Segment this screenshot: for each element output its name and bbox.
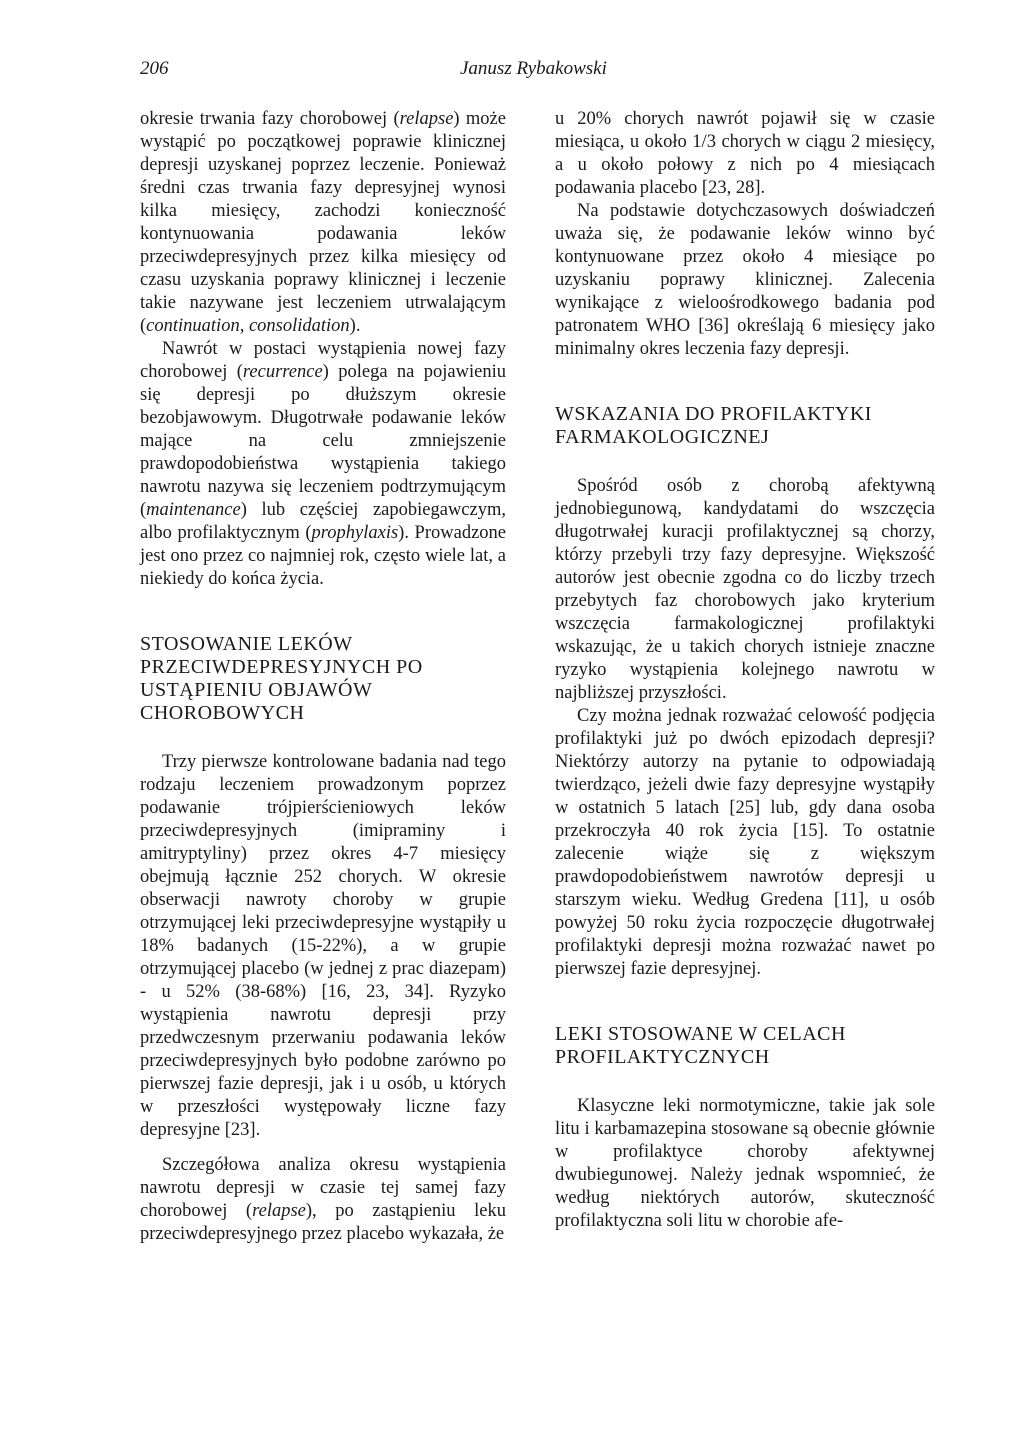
paragraph-relapse-analysis	[140, 1154, 506, 1246]
paragraph-treatment-duration: Na podstawie dotychczasowych doświadczeń uważa się, że podawanie leków winno być kontynuowane przez około 4 miesiące po uzyskaniu poprawy klinicznej. Zalecenia wynikające z wieloośrodkowego badania pod patronatem WHO [36] określają 6 miesięcy jako minimalny okres leczenia fazy depresji.	[555, 201, 935, 359]
text-run: ).	[349, 316, 361, 336]
term-recurrence: recurrence	[242, 362, 323, 382]
text-run: ) polega na pojawieniu się depresji po dłuższym okresie bezobjawowym. Długotrwałe podawanie leków mające na celu zmniejszenie prawdopodobieństwa wystąpienia takiego nawrotu nazywa się leczeniem podtrzymującym (	[140, 362, 506, 520]
right-column	[555, 108, 935, 1233]
paragraph-recurrence-definition	[140, 338, 506, 591]
term-prophylaxis: prophylaxis	[311, 523, 399, 543]
text-run: Szczegółowa analiza okresu wystąpienia nawrotu depresji w czasie tej samej fazy chorobowej (	[140, 1155, 506, 1221]
page-number: 206	[140, 58, 169, 79]
page-header	[0, 58, 1024, 90]
paragraph-controlled-studies: Trzy pierwsze kontrolowane badania nad tego rodzaju leczeniem prowadzonym poprzez podawanie trójpierścieniowych leków przeciwdepresyjnych (imipraminy i amitryptyliny) przez okres 4-7 miesięcy obejmują łącznie 252 chorych. W okresie obserwacji nawroty choroby w grupie otrzymującej leki przeciwdepresyjne wystąpiły u 18% badanych (15-22%), a w grupie otrzymującej placebo (w jednej z prac diazepam) - u 52% (38-68%) [16, 23, 34]. Ryzyko wystąpienia nawrotu depresji przy przedwczesnym przerwaniu podawania leków przeciwdepresyjnych było podobne zarówno po pierwszej fazie depresji, jak i u osób, u których w przeszłości występowały liczne fazy depresyjne [23].	[140, 752, 506, 1140]
running-head: Janusz Rybakowski	[460, 58, 607, 79]
paragraph-relapse-definition	[140, 108, 506, 338]
section-heading: WSKAZANIA DO PROFILAKTYKI FARMAKOLOGICZNEJ	[555, 403, 872, 448]
paragraph-two-episodes: Czy można jednak rozważać celowość podjęcia profilaktyki już po dwóch epizodach depresji? Niektórzy autorzy na pytanie to odpowiadają twierdząco, jeżeli dwie fazy depresyjne wystąpiły w ostatnich 5 latach [25] lub, gdy dana osoba przekroczyła 40 rok życia [15]. To ostatnie zalecenie wiąże się z większym prawdopodobieństwem nawrotów depresji u starszym wieku. Według Gredena [11], u osób powyżej 50 roku życia rozpoczęcie długotrwałej profilaktyki depresji można rozważać nawet po pierwszej fazie depresyjnej.	[555, 706, 935, 979]
text-run: Nawrót w postaci wystąpienia nowej fazy chorobowej (	[140, 339, 506, 382]
section-heading: STOSOWANIE LEKÓW PRZECIWDEPRESYJNYCH PO USTĄPIENIU OBJAWÓW CHOROBOWYCH	[140, 633, 423, 724]
text-run: ), po zastąpieniu leku przeciwdepresyjnego przez placebo wykazała, że	[140, 1201, 506, 1244]
section-heading: LEKI STOSOWANE W CELACH PROFILAKTYCZNYCH	[555, 1023, 846, 1068]
paragraph-normothymic-drugs: Klasyczne leki normotymiczne, takie jak sole litu i karbamazepina stosowane są obecnie głównie w profilaktyce choroby afektywnej dwubiegunowej. Należy jednak wspomnieć, że według niektórych autorów, skuteczność profilaktyczna soli litu w chorobie afe-	[555, 1096, 935, 1231]
text-run: ) może wystąpić po początkowej poprawie klinicznej depresji uzyskanej poprzez leczenie. Ponieważ średni czas trwania fazy depresyjnej wynosi kilka miesięcy, zachodzi konieczność kontynuowania podawania leków przeciwdepresyjnych przez kilka miesięcy od czasu uzyskania poprawy klinicznej i leczenie takie nazywane jest leczeniem utrwalającym (	[140, 109, 506, 336]
term-maintenance: maintenance	[146, 500, 241, 520]
left-column	[140, 108, 506, 1246]
term-relapse: relapse	[252, 1201, 306, 1221]
term-relapse: relapse	[399, 109, 454, 129]
paragraph-prophylaxis-candidates: Spośród osób z chorobą afektywną jednobiegunową, kandydatami do wszczęcia długotrwałej kuracji profilaktycznej są chorzy, którzy przebyli trzy fazy depresyjne. Większość autorów jest obecnie zgodna co do liczby trzech przebytych faz chorobowych jako kryterium wszczęcia farmakologicznej profilaktyki wskazując, że u takich chorych istnieje znaczne ryzyko wystąpienia kolejnego nawrotu w najbliższej przyszłości.	[555, 476, 935, 703]
paragraph-relapse-timing: u 20% chorych nawrót pojawił się w czasie miesiąca, u około 1/3 chorych w ciągu 2 miesięcy, a u około połowy z nich po 4 miesiącach podawania placebo [23, 28].	[555, 109, 935, 198]
text-run: ). Prowadzone jest ono przez co najmniej rok, często wiele lat, a niekiedy do końca życia.	[140, 523, 507, 589]
text-run: ) lub częściej zapobiegawczym, albo profilaktycznym (	[140, 500, 506, 543]
term-continuation: continuation, consolidation	[146, 316, 350, 336]
text-run: okresie trwania fazy chorobowej (	[140, 109, 400, 129]
